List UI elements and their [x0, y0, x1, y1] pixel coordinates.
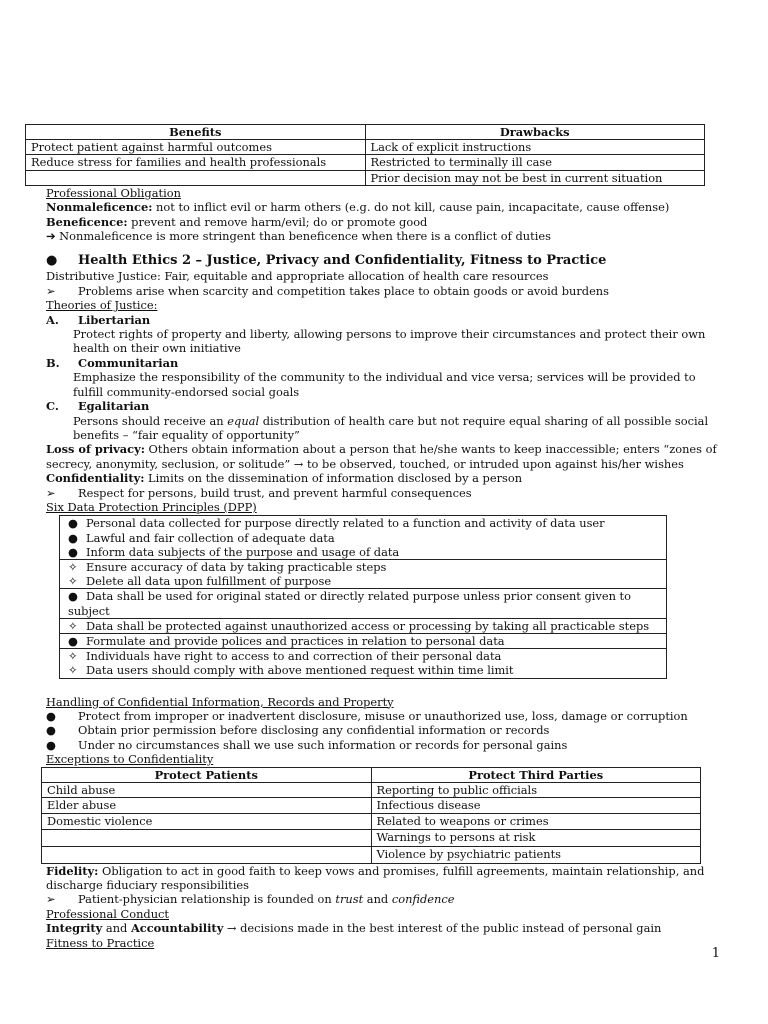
- theory-letter: A.: [46, 312, 59, 327]
- list-item: [46, 723, 722, 737]
- handling-item: Protect from improper or inadvertent disclosure, misuse or unauthorized use, loss, damage or corruption: [78, 708, 688, 723]
- list-item: [46, 284, 722, 298]
- table-cell: Domestic violence: [42, 814, 372, 830]
- table-cell: Protect patient against harmful outcomes: [26, 140, 366, 155]
- table-cell: Child abuse: [42, 782, 372, 798]
- arrow-bullet-icon: ➢: [46, 283, 56, 298]
- dpp-group-cell: [60, 618, 667, 633]
- dpp-item-text: Formulate and provide polices and practices in relation to personal data: [86, 633, 505, 648]
- dpp-item: [68, 663, 661, 677]
- dpp-item: [68, 545, 661, 559]
- exceptions-table: [41, 767, 701, 864]
- nonmaleficence-line: [46, 200, 722, 214]
- theory-b-heading: [46, 356, 722, 370]
- table-cell: Violence by psychiatric patients: [371, 846, 701, 863]
- dpp-item-text: Inform data subjects of the purpose and usage of data: [86, 544, 400, 559]
- patient-physician-text: [78, 892, 455, 906]
- diamond-bullet-icon: ✧: [68, 574, 78, 589]
- table-cell: Lack of explicit instructions: [365, 140, 705, 155]
- table-row: [26, 155, 705, 170]
- confidentiality-text: Limits on the dissemination of information disclosed by a person: [144, 471, 523, 486]
- dpp-item-text: Individuals have right to access to and correction of their personal data: [86, 649, 502, 664]
- dpp-heading: Six Data Protection Principles (DPP): [46, 499, 257, 514]
- table-cell: Prior decision may not be best in current situation: [365, 170, 705, 185]
- handling-item: Under no circumstances shall we use such information or records for personal gains: [78, 737, 568, 752]
- page-content: [31, 124, 722, 950]
- dpp-table: [59, 515, 667, 678]
- theory-name: Communitarian: [78, 355, 179, 370]
- table-cell: Reporting to public officials: [371, 782, 701, 798]
- dpp-item-text: Data shall be used for original stated or directly related purpose unless prior consent given to subject: [68, 589, 631, 618]
- theory-c-text: [46, 414, 722, 443]
- dpp-group-cell: [60, 633, 667, 648]
- confidence-emphasis: confidence: [391, 892, 455, 907]
- table-cell: [42, 829, 372, 846]
- table-row: [26, 140, 705, 155]
- prof-obligation-heading: Professional Obligation: [46, 185, 181, 200]
- privacy-term: Loss of privacy:: [46, 442, 145, 457]
- table-row: [42, 829, 701, 846]
- bullet-icon: ●: [68, 633, 78, 648]
- privacy-text: Others obtain information about a person that he/she wants to keep inaccessible; enters “zones of secrecy, anonymity, seclusion, or solitude” → to be observed, touched, or intruded upon against his/her wishes: [46, 442, 717, 471]
- theory-a-text: Protect rights of property and liberty, allowing persons to improve their circumstances and protect their own health on their own initiative: [73, 327, 706, 356]
- beneficence-line: [46, 215, 722, 229]
- dpp-item: [68, 649, 661, 663]
- diamond-bullet-icon: ✧: [68, 663, 78, 678]
- dpp-item: [68, 634, 661, 648]
- diamond-bullet-icon: ✧: [68, 559, 78, 574]
- stringent-note: ➔ Nonmaleficence is more stringent than beneficence when there is a conflict of duties: [46, 229, 551, 244]
- table-header: Benefits: [26, 125, 366, 140]
- beneficence-term: Beneficence:: [46, 214, 128, 229]
- table-row: [60, 618, 667, 633]
- bullet-icon: ●: [68, 589, 78, 604]
- theories-heading: Theories of Justice:: [46, 298, 158, 313]
- theory-letter: B.: [46, 355, 60, 370]
- table-header: Drawbacks: [365, 125, 705, 140]
- and-text: and: [102, 921, 131, 936]
- nonmaleficence-term: Nonmaleficence:: [46, 200, 153, 215]
- integrity-text: → decisions made in the best interest of the public instead of personal gain: [223, 921, 662, 936]
- theory-name: Libertarian: [78, 312, 151, 327]
- list-item: [46, 486, 722, 500]
- table-cell: Reduce stress for families and health professionals: [26, 155, 366, 170]
- theory-a-heading: [46, 313, 722, 327]
- table-cell: Related to weapons or crimes: [371, 814, 701, 830]
- dpp-item-text: Ensure accuracy of data by taking practicable steps: [86, 559, 387, 574]
- dpp-item-text: Data users should comply with above mentioned request within time limit: [86, 663, 514, 678]
- benefits-drawbacks-table: [25, 124, 705, 186]
- theory-c-text-a: Persons should receive an: [73, 413, 228, 428]
- pp-and: and: [363, 892, 392, 907]
- dpp-item-text: Lawful and fair collection of adequate data: [86, 530, 335, 545]
- dpp-group-cell: [60, 559, 667, 588]
- table-header: Protect Third Parties: [371, 767, 701, 782]
- confidentiality: [46, 471, 722, 485]
- bullet-icon: ●: [68, 516, 78, 531]
- table-row: [60, 589, 667, 618]
- table-row: [60, 516, 667, 560]
- problems-text: Problems arise when scarcity and competition takes place to obtain goods or avoid burdens: [78, 283, 609, 298]
- confidentiality-term: Confidentiality:: [46, 471, 145, 486]
- dpp-item: [68, 531, 661, 545]
- theory-b-text: Emphasize the responsibility of the community to the individual and vice versa; services will be provided to fulfill community-endorsed social goals: [73, 370, 696, 399]
- handling-heading: Handling of Confidential Information, Records and Property: [46, 694, 394, 709]
- trust-emphasis: trust: [335, 892, 364, 907]
- beneficence-text: prevent and remove harm/evil; do or promote good: [127, 214, 428, 229]
- fitness-heading: Fitness to Practice: [46, 935, 155, 950]
- fidelity-line: [46, 864, 722, 893]
- table-row: [42, 798, 701, 814]
- table-row: [42, 814, 701, 830]
- bullet-icon: ●: [46, 708, 56, 723]
- theory-c-heading: [46, 399, 722, 413]
- theory-c-text-b: distribution of health care but not require equal sharing of all possible social benefits – “fair equality of opportunity”: [73, 413, 709, 442]
- list-item: [46, 709, 722, 723]
- diamond-bullet-icon: ✧: [68, 649, 78, 664]
- dpp-item-text: Personal data collected for purpose directly related to a function and activity of data user: [86, 516, 605, 531]
- table-row: [42, 846, 701, 863]
- theory-name: Egalitarian: [78, 399, 150, 414]
- table-row: [60, 559, 667, 588]
- table-row: [60, 649, 667, 678]
- integrity-line: [46, 921, 722, 935]
- table-cell: Warnings to persons at risk: [371, 829, 701, 846]
- loss-of-privacy: [46, 442, 722, 471]
- handling-item: Obtain prior permission before disclosing any confidential information or records: [78, 723, 550, 738]
- page-number: 1: [711, 946, 720, 961]
- arrow-bullet-icon: ➢: [46, 485, 56, 500]
- section-heading: [46, 253, 722, 269]
- dpp-item: [68, 560, 661, 574]
- table-row: [60, 633, 667, 648]
- table-row: [42, 782, 701, 798]
- integrity-term: Integrity: [46, 921, 103, 936]
- bullet-icon: ●: [68, 544, 78, 559]
- nonmaleficence-text: not to inflict evil or harm others (e.g. do not kill, cause pain, incapacitate, cause offense): [152, 200, 670, 215]
- professional-conduct-heading: Professional Conduct: [46, 906, 169, 921]
- dpp-item-text: Delete all data upon fulfillment of purpose: [86, 574, 332, 589]
- dpp-item: [68, 574, 661, 588]
- bullet-icon: ●: [46, 737, 56, 752]
- table-cell: Infectious disease: [371, 798, 701, 814]
- bullet-icon: ●: [46, 723, 56, 738]
- table-cell: Restricted to terminally ill case: [365, 155, 705, 170]
- fidelity-term: Fidelity:: [46, 863, 99, 878]
- table-header: Protect Patients: [42, 767, 372, 782]
- exceptions-heading: Exceptions to Confidentiality: [46, 752, 214, 767]
- list-item: [46, 892, 722, 906]
- table-cell: [26, 170, 366, 185]
- dpp-item-text: Data shall be protected against unauthorized access or processing by taking all practicable steps: [86, 618, 650, 633]
- bullet-icon: ●: [46, 253, 58, 269]
- theory-c-emphasis: equal: [227, 413, 260, 428]
- diamond-bullet-icon: ✧: [68, 618, 78, 633]
- respect-text: Respect for persons, build trust, and prevent harmful consequences: [78, 485, 472, 500]
- accountability-term: Accountability: [130, 921, 224, 936]
- table-cell: [42, 846, 372, 863]
- table-row: [26, 170, 705, 185]
- list-item: [46, 738, 722, 752]
- dpp-item: [68, 589, 661, 617]
- dpp-group-cell: [60, 589, 667, 618]
- arrow-bullet-icon: ➢: [46, 892, 56, 907]
- section-title: Health Ethics 2 – Justice, Privacy and Confidentiality, Fitness to Practice: [78, 253, 607, 269]
- dpp-item: [68, 619, 661, 633]
- theory-letter: C.: [46, 399, 59, 414]
- bullet-icon: ●: [68, 530, 78, 545]
- dpp-group-cell: [60, 516, 667, 560]
- table-cell: Elder abuse: [42, 798, 372, 814]
- dpp-group-cell: [60, 649, 667, 678]
- pp-text-a: Patient-physician relationship is founded on: [78, 892, 336, 907]
- distributive-justice: Distributive Justice: Fair, equitable and appropriate allocation of health care resources: [46, 269, 549, 284]
- fidelity-text: Obligation to act in good faith to keep vows and promises, fulfill agreements, maintain relationship, and discharge fiduciary responsibilities: [46, 863, 705, 892]
- dpp-item: [68, 516, 661, 530]
